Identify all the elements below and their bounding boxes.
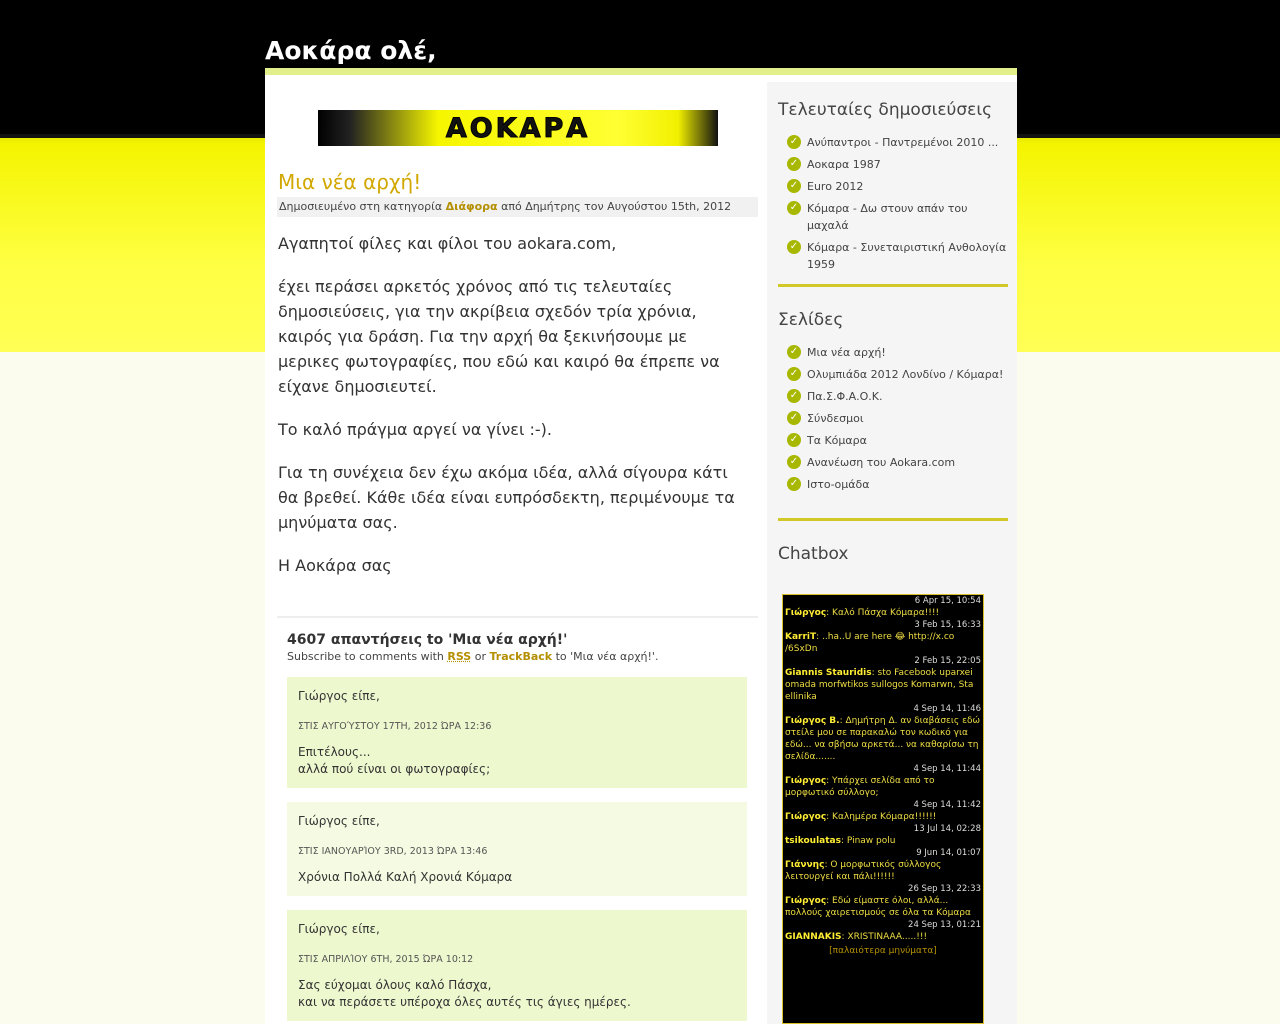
post-meta-prefix: Δημοσιευμένο στη κατηγορία <box>279 200 446 213</box>
site-title[interactable]: Αοκάρα ολέ, <box>265 36 437 65</box>
chat-message <box>785 811 981 823</box>
check-icon: ✓ <box>787 477 801 491</box>
chat-date: 9 Jun 14, 01:07 <box>916 848 981 858</box>
page-item[interactable] <box>778 454 1008 471</box>
chat-text: : Ο μορφωτικός σύλλογος λειτουργεί και πάλι!!!!!! <box>785 860 942 882</box>
chat-entry <box>783 655 983 703</box>
rss-link[interactable]: RSS <box>447 650 472 663</box>
chat-user: KarriT <box>785 632 817 642</box>
chat-entry <box>783 883 983 919</box>
post-paragraph: Το καλό πράγμα αργεί να γίνει :-). <box>278 420 552 439</box>
chat-text: : Καλημέρα Κόμαρα!!!!!! <box>826 812 937 822</box>
chat-entry <box>783 595 983 619</box>
post-body <box>278 231 748 596</box>
chat-user: Γιάννης <box>785 860 825 870</box>
page-wrapper <box>265 68 1017 1024</box>
chat-user: GIANNAKIS <box>785 932 842 942</box>
post-meta-suffix: από Δημήτρης τον Αυγούστου 15th, 2012 <box>497 200 732 213</box>
page-label[interactable]: Πα.Σ.Φ.Α.Ο.Κ. <box>807 390 883 403</box>
chat-user: Γιώργος <box>785 608 827 618</box>
page-label[interactable]: Ιστο-ομάδα <box>807 478 870 491</box>
comment-date[interactable]: ΣΤΙΣ ΑΠΡΙΛΊΟΥ 6TH, 2015 ΏΡΑ 10:12 <box>298 954 474 965</box>
pages-title: Σελίδες <box>778 310 844 330</box>
page-item[interactable] <box>778 388 1008 405</box>
check-icon: ✓ <box>787 179 801 193</box>
recent-posts-list <box>778 134 1008 273</box>
recent-post-item[interactable] <box>778 178 1008 195</box>
chat-message <box>785 931 981 943</box>
post-meta <box>277 197 758 217</box>
chat-text: : sto Facebook uparxei omada morfwtikos sullogos Komarwn, Sta ellinika <box>785 668 974 702</box>
pages-list <box>778 344 1008 493</box>
chat-date: 4 Sep 14, 11:44 <box>913 764 981 774</box>
chat-user: Giannis Stauridis <box>785 668 872 678</box>
chat-message <box>785 859 981 883</box>
chat-entry <box>783 763 983 799</box>
chat-user: Γιώργος Β. <box>785 716 840 726</box>
comment-text: Χρόνια Πολλά Καλή Χρονιά Κόμαρα <box>298 870 513 884</box>
check-icon: ✓ <box>787 411 801 425</box>
page-item[interactable] <box>778 476 1008 493</box>
older-messages-link[interactable]: [παλαιότερα μηνύματα] <box>829 946 937 956</box>
check-icon: ✓ <box>787 201 801 215</box>
chat-user: tsikoulatas <box>785 836 841 846</box>
post-category-link[interactable]: Διάφορα <box>445 200 498 213</box>
comment-author: Γιώργος είπε, <box>298 814 380 828</box>
check-icon: ✓ <box>787 135 801 149</box>
recent-post-item[interactable] <box>778 239 1008 273</box>
chat-text: : Δημήτρη Δ. αν διαβάσεις εδώ στείλε μου σε παρακαλώ τον κωδικό για εδώ... να σβήσω αρκετά... να καθαρίσω τη σελίδα....... <box>785 716 980 762</box>
chat-entry <box>783 799 983 823</box>
recent-post-item[interactable] <box>778 156 1008 173</box>
recent-posts-widget <box>778 100 1008 278</box>
check-icon: ✓ <box>787 367 801 381</box>
chatbox-messages[interactable] <box>782 594 984 1024</box>
chat-message <box>785 775 981 799</box>
chat-user: Γιώργος <box>785 776 827 786</box>
subscribe-or: or <box>471 650 490 663</box>
recent-post-item[interactable] <box>778 134 1008 151</box>
comments-section <box>277 616 758 1021</box>
chat-text: : ..ha..U are here 😂 http://x.co /6SxDn <box>785 632 955 654</box>
chat-date: 3 Feb 15, 16:33 <box>914 620 981 630</box>
page-label[interactable]: Ολυμπιάδα 2012 Λονδίνο / Κόμαρα! <box>807 368 1004 381</box>
chat-date: 26 Sep 13, 22:33 <box>908 884 981 894</box>
chat-date: 4 Sep 14, 11:46 <box>913 704 981 714</box>
comment-author: Γιώργος είπε, <box>298 922 380 936</box>
chat-entry <box>783 823 983 847</box>
page-label[interactable]: Ανανέωση του Aokara.com <box>807 456 956 469</box>
banner-logo-text: ΑΟΚΑΡΑ <box>445 112 591 144</box>
comment-date[interactable]: ΣΤΙΣ ΑΥΓΟΎΣΤΟΥ 17TH, 2012 ΏΡΑ 12:36 <box>298 721 492 732</box>
check-icon: ✓ <box>787 455 801 469</box>
subscribe-prefix: Subscribe to comments with <box>287 650 448 663</box>
subscribe-line <box>287 650 758 663</box>
chat-text: : Εδώ είμαστε όλοι, αλλά... πολλούς χαιρετισμούς σε όλα τα Κόμαρα <box>785 896 971 918</box>
recent-post-label[interactable]: Euro 2012 <box>807 180 864 193</box>
trackback-link[interactable]: TrackBack <box>489 650 553 663</box>
post-title[interactable]: Μια νέα αρχή! <box>278 170 422 194</box>
post-paragraph: Για τη συνέχεια δεν έχω ακόμα ιδέα, αλλά σίγουρα κάτι θα βρεθεί. Κάθε ιδέα είναι ευπρόσδεκτη, περιμένουμε τα μηνύματα σας. <box>278 463 735 532</box>
comment-item <box>287 677 747 788</box>
chat-entry <box>783 919 983 943</box>
chat-text: : XRISTINAAA.....!!! <box>841 932 928 942</box>
top-strip <box>265 68 1017 75</box>
chat-text: : Καλό Πάσχα Κόμαρα!!!! <box>826 608 940 618</box>
chat-message <box>785 667 981 703</box>
comment-author: Γιώργος είπε, <box>298 689 380 703</box>
chat-date: 2 Feb 15, 22:05 <box>914 656 981 666</box>
post-paragraph: Αγαπητοί φίλες και φίλοι του aokara.com, <box>278 234 617 253</box>
post-paragraph: έχει περάσει αρκετός χρόνος από τις τελευταίες δημοσιεύσεις, για την ακρίβεια σχεδόν τρία χρόνια, καιρός για δράση. Για την αρχή θα ξεκινήσουμε με μερικες φωτογραφίες, που εδώ και καιρό θα έπρεπε να είχανε δημοσιευτεί. <box>278 277 720 396</box>
comment-text: Σας εύχομαι όλους καλό Πάσχα, και να περάσετε υπέροχα όλες αυτές τις άγιες ημέρες. <box>298 978 631 1009</box>
chat-entry <box>783 847 983 883</box>
chatbox-widget <box>778 544 1008 564</box>
recent-post-label[interactable]: Ανύπαντροι - Παντρεμένοι 2010 ... <box>807 136 999 149</box>
check-icon: ✓ <box>787 345 801 359</box>
chat-date: 4 Sep 14, 11:42 <box>913 800 981 810</box>
comment-date[interactable]: ΣΤΙΣ ΙΑΝΟΥΑΡΊΟΥ 3RD, 2013 ΏΡΑ 13:46 <box>298 846 488 857</box>
page-item[interactable] <box>778 366 1008 383</box>
comment-item <box>287 802 747 896</box>
chat-message <box>785 631 981 655</box>
chat-message <box>785 835 981 847</box>
recent-post-label[interactable]: Κόμαρα - Συνεταιριστική Ανθολογία 1959 <box>807 241 1007 271</box>
chat-text: : Υπάρχει σελίδα από το μορφωτικό σύλλογο; <box>785 776 935 798</box>
chat-date: 24 Sep 13, 01:21 <box>908 920 981 930</box>
pages-widget <box>778 310 1008 498</box>
recent-post-label[interactable]: Αοκαρα 1987 <box>807 158 881 171</box>
comment-item <box>287 910 747 1021</box>
chat-entry <box>783 619 983 655</box>
page-item[interactable] <box>778 410 1008 427</box>
post-paragraph: Η Αοκάρα σας <box>278 556 392 575</box>
chatbox-title: Chatbox <box>778 544 849 564</box>
check-icon: ✓ <box>787 240 801 254</box>
sidebar-divider <box>778 284 1008 287</box>
comments-heading: 4607 απαντήσεις to 'Μια νέα αρχή!' <box>287 632 568 648</box>
check-icon: ✓ <box>787 157 801 171</box>
subscribe-suffix: to 'Μια νέα αρχή!'. <box>552 650 659 663</box>
page-label[interactable]: Μια νέα αρχή! <box>807 346 886 359</box>
recent-post-label[interactable]: Κόμαρα - Δω στουν απάν του μαχαλά <box>807 202 968 232</box>
recent-posts-title: Τελευταίες δημοσιεύσεις <box>778 100 993 120</box>
site-banner[interactable] <box>318 110 718 146</box>
chat-user: Γιώργος <box>785 896 827 906</box>
chat-message <box>785 607 981 619</box>
page-label[interactable]: Τα Κόμαρα <box>807 434 867 447</box>
chat-message <box>785 715 981 763</box>
recent-post-item[interactable] <box>778 200 1008 234</box>
page-label[interactable]: Σύνδεσμοι <box>807 412 864 425</box>
chat-message <box>785 895 981 919</box>
check-icon: ✓ <box>787 389 801 403</box>
page-item[interactable] <box>778 344 1008 361</box>
chat-text: : Pinaw polu <box>840 836 896 846</box>
sidebar <box>767 82 1017 1024</box>
comment-text: Επιτέλους... αλλά πού είναι οι φωτογραφίες; <box>298 745 491 776</box>
chat-entry <box>783 703 983 763</box>
chat-date: 13 Jul 14, 02:28 <box>913 824 981 834</box>
chat-user: Γιώργος <box>785 812 827 822</box>
sidebar-divider <box>778 518 1008 521</box>
page-item[interactable] <box>778 432 1008 449</box>
check-icon: ✓ <box>787 433 801 447</box>
chat-date: 6 Apr 15, 10:54 <box>914 596 981 606</box>
